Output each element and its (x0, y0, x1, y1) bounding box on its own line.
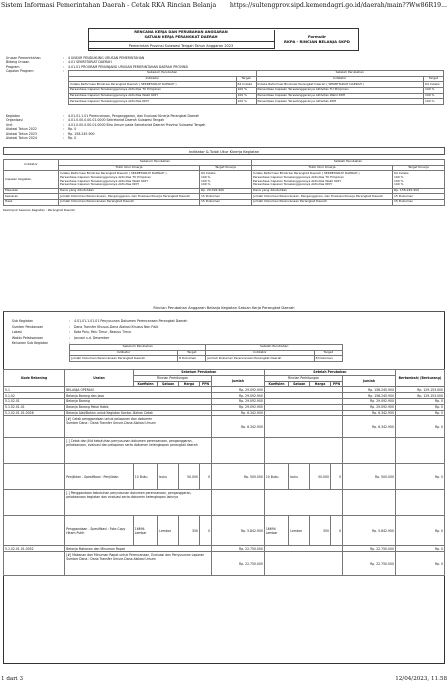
cell-text: Belanja Makanan dan Minuman Rapat (65, 546, 212, 552)
cell-text: 0 (199, 464, 211, 490)
cell-text: Alokasi Tahun 2024 (6, 135, 37, 140)
cell-text: Sub Kegiatan (12, 319, 34, 323)
col-sebelum: Sebelum Perubahan (69, 71, 257, 77)
cell-text: Rp. 0 (395, 516, 444, 546)
cell-text: 10 Buku (133, 464, 157, 490)
cell-text: 64 Indeks (424, 82, 444, 88)
cell-text: Sebelum Perubahan (59, 160, 252, 166)
cell-text: Setelah Perubahan (252, 160, 445, 166)
cell-text: Uraian (65, 370, 134, 387)
cell-text: Satuan (158, 381, 179, 387)
cell-text: Alokasi Tahun 2023 (6, 131, 37, 136)
cell-text: Koefisien (264, 381, 288, 387)
cell-text: Jumlah (343, 375, 396, 387)
info-value: Rp. 158.245.900 (68, 131, 95, 136)
cell-text: Persentase Capaian Terselenggaranya Aktivitas Wakil KDH (60, 178, 148, 183)
cell-text: Indeks Reformasi Birokrasi Perangkat Daerah ( SEKRETARIAT DAERAH ) (60, 170, 167, 175)
cell-text: Tolok Ukur Kinerja (252, 165, 393, 171)
cell-text: Penjilidan - Spesifikasi : Penjilidan (65, 464, 134, 490)
info-value: 4.01.01.1.01.01 Penyusunan Dokumen Perencanaan Perangkat Daerah (74, 319, 188, 323)
table-row (69, 99, 444, 105)
cell-text: Indeks Reformasi Birokrasi Perangkat Daerah ( SEKRETARIAT DAERAH ) (69, 82, 237, 88)
capaian-program-table (68, 70, 444, 105)
cell-text: Persentase Capaian Terselenggaranya Aktivitas KDH (253, 182, 332, 187)
cell-text: Rp. 6.342.900 (212, 416, 265, 438)
cell-text: Organisasi (6, 118, 23, 123)
cell-text: Masukan (4, 188, 59, 194)
cell-text: Rp. 22.750.000 (343, 546, 396, 552)
doc-title-line2: SATUAN KERJA PERANGKAT DAERAH (144, 35, 218, 39)
cell-text: Rp. 0 (395, 398, 444, 404)
cell-text: [-] Penggandaan kebutuhan penyusunan dokumen perencanaan, penganggaran, pelaksanaan kegiatan dan evaluasi serta dokumen kelengkapan lainnya (65, 490, 212, 516)
cell-text: Kegiatan (6, 114, 20, 118)
cell-text: Rp. 158.245.900 (343, 393, 396, 399)
cell-text: Sumber Dana : Dana Transfer Umum-Dana Alokasi Umum (66, 556, 156, 561)
cell-text: 5.1.02.01.01.0052 (4, 546, 65, 552)
cell-text: Rp. 0 (395, 552, 444, 576)
cell-text: Keluaran Sub Kegiatan (12, 341, 49, 346)
cell-text: Sumber Pendanaan (12, 324, 44, 329)
cell-text: Kode Rekening (4, 370, 65, 387)
cell-text: Jumlah Dokumen Perencanaan, Penganggaran, dan Evaluasi Kinerja Perangkat Daerah (59, 194, 200, 200)
cell-text: 350 (310, 516, 331, 546)
cell-text: Persentase Capaian Terselenggaranya Aktivitas TU Pimpinan (69, 88, 237, 94)
cell-text: Belanja Barang Pakai Habis (65, 404, 212, 410)
cell-text: Bertambah/ (Berkurang) (395, 370, 444, 387)
info-key: Program (6, 64, 20, 69)
cell-text: Keluaran (4, 194, 59, 200)
cell-text: Rp. 29.092.900 (212, 404, 265, 410)
info-key: Capaian Program (6, 69, 34, 74)
cell-text: 15 Dokumen (393, 200, 445, 206)
cell-text: Rp. 29.092.900 (212, 387, 265, 393)
cell-text: 100 % (201, 178, 211, 183)
cell-text: Rp. 0 (395, 464, 444, 490)
cell-text: 10 Buku (264, 464, 288, 490)
table-row (4, 490, 445, 516)
page-number: 1 dari 3 (1, 676, 24, 682)
cell-text: Persentase Capaian Terselenggaranya Aktivitas TU Pimpinan (256, 88, 424, 94)
cell-text: Persentase Capaian Terselenggaranya Aktivitas Wakil KDH (253, 178, 341, 183)
table-row (4, 171, 445, 188)
cell-text: 50.000 (310, 464, 331, 490)
cell-text: 0 (199, 516, 211, 546)
cell-text: 100 % (236, 88, 256, 94)
cell-text: Capaian Kegiatan (4, 171, 59, 188)
info-value: Rp. 0 (68, 127, 77, 132)
cell-text: Indeks Reformasi Birokrasi Perangkat Daerah ( SEKRETARIAT DAERAH ) (253, 170, 360, 175)
cell-text: PPN (199, 381, 211, 387)
cell-text: Jumlah Dokumen Perencanaan Perangkat Daerah (206, 356, 314, 362)
cell-text: 15 Dokumen (393, 194, 445, 200)
cell-text: Rincian Perhitungan (264, 375, 342, 381)
table-row (4, 552, 445, 576)
col-target: Target (424, 76, 444, 82)
cell-text: 100 % (236, 99, 256, 105)
cell-text: 0 (330, 516, 342, 546)
cell-text: 100 % (424, 88, 444, 94)
cell-text: Target (314, 350, 342, 356)
indikator-table (3, 159, 445, 213)
cell-text: Persentase Capaian Terselenggaranya Aktivitas Wakil KDH (256, 93, 424, 99)
info-value: Januari s.d. Desember (74, 335, 110, 340)
cell-text: Belanja Barang dan Jasa (65, 393, 212, 399)
cell-text: Harga (179, 381, 200, 387)
table-row (4, 464, 445, 490)
cell-text: Rp. 29.092.900 (343, 398, 396, 404)
cell-text: Rp. 6.342.900 (212, 410, 265, 416)
keluaran-subkegiatan-table (69, 344, 343, 362)
cell-text: 50.000 (179, 464, 200, 490)
cell-text: Rp. 22.750.000 (343, 552, 396, 576)
cell-text: Lembar (289, 516, 310, 546)
cell-text: Hasil (4, 200, 59, 206)
formulir-code: RKPA - RINCIAN BELANJA SKPD (284, 39, 350, 44)
doc-title (88, 30, 274, 40)
cell-text: Persentase Capaian Terselenggaranya Aktivitas KDH (69, 99, 237, 105)
cell-text: 64 Indeks (394, 170, 409, 175)
cell-text: Indikator (70, 350, 178, 356)
cell-text: Tolok Ukur Kinerja (59, 165, 200, 171)
cell-text: Persentase Capaian Terselenggaranya Aktivitas Wakil KDH (69, 93, 237, 99)
cell-text: 8 Dokumen (314, 356, 342, 362)
cell-text: Alokasi Tahun 2022 (6, 127, 37, 132)
browser-print-header (0, 0, 448, 11)
cell-text: 100 % (394, 174, 404, 179)
cell-text: Koefisien (133, 381, 157, 387)
cell-text: 100 % (394, 178, 404, 183)
cell-text: 5.1.02.01 (4, 398, 65, 404)
cell-text: buku (158, 464, 179, 490)
cell-text: Rp. 6.342.900 (343, 416, 396, 438)
cell-text: Rp. 29.092.900 (212, 393, 265, 399)
cell-text: 5.1.02.01.01 (4, 404, 65, 410)
cell-text: [#] Cetak penggandaan untuk pelaporan dan dokumen (66, 416, 153, 421)
cell-text: Rp. 158.245.900 (393, 188, 445, 194)
cell-text: Jumlah Dokumen Perencanaan, Penganggaran, dan Evaluasi Kinerja Perangkat Daerah (252, 194, 393, 200)
cell-text: Setelah Perubahan (206, 345, 343, 351)
cell-text: Lembar (158, 516, 179, 546)
cell-text: Rp. 6.342.900 (343, 410, 396, 416)
col-indikator: Indikator (256, 76, 424, 82)
cell-text: 0 (330, 464, 342, 490)
cell-text: 100 % (201, 174, 211, 179)
cell-text: [#] Makanan dan Minuman Rapat untuk Perencanaan, Evaluasi dan Penyusunan Laporan (66, 552, 205, 557)
info-value: Kota Palu, Palu Timur, Besusu Timur (74, 330, 132, 335)
cell-text: Persentase Capaian Terselenggaranya Aktivitas TU Pimpinan (60, 174, 152, 179)
formulir-label: Formulir (307, 34, 327, 39)
indikator-header: Indikator & Tolok Ukur Kinerja Kegiatan (3, 147, 445, 155)
cell-text: Rp. 22.750.000 (212, 546, 265, 552)
cell-text: 64 Indeks (236, 82, 256, 88)
cell-text: Rp. 500.000 (212, 464, 265, 490)
info-value: 4.01.0.00.0.00.01.0000 Sekretariat Daerah Sulawesi Tengah (68, 118, 165, 123)
formulir-box (274, 30, 359, 49)
info-value: 4.01.01 PROGRAM PENUNJANG URUSAN PEMERINTAHAN DAERAH PROVINSI (68, 64, 189, 69)
cell-text: Rp. 29.092.900 (343, 404, 396, 410)
print-datetime: 12/04/2023, 11.58 (395, 676, 447, 682)
cell-text: Belanja Alat/Bahan untuk Kegiatan Kantor- Bahan Cetak (65, 410, 212, 416)
rincian-belanja-table (3, 369, 445, 576)
table-row (4, 438, 445, 464)
cell-text: Penggandaan - Spesifikasi : Foto Copy Hitam Putih (65, 516, 134, 546)
subkegiatan-info: Sub Kegiatan : 4.01.01.1.01.01 Penyusunan Dokumen Perencanaan Perangkat Daerah Sumber Pendanaan : Dana Transfer Khusus-Dana Alokasi Khusus Non Fisik Lokasi : Kota Palu, Palu Timur, Besusu Timur Waktu Pelaksanaan : Januari s.d. Desember Keluaran Sub Kegiatan : (12, 319, 188, 346)
cell-text: 100 % (201, 182, 211, 187)
col-target: Target (236, 76, 256, 82)
cell-text: 100 % (424, 99, 444, 105)
cell-text: Jumlah Dokumen Perencanaan Perangkat Daerah (252, 200, 393, 206)
cell-text: Rp. 129.153.000 (395, 393, 444, 399)
cell-text: Belanja Barang (65, 398, 212, 404)
cell-text: Persentase Capaian Terselenggaranya Aktivitas TU Pimpinan (253, 174, 345, 179)
cell-text: Rp. 5.842.900 (343, 516, 396, 546)
cell-text: 350 (179, 516, 200, 546)
cell-text: 5.1.02.01.01.0026 (4, 410, 65, 416)
cell-text: Rp. 22.750.000 (212, 552, 265, 576)
col-indikator: Indikator (69, 76, 237, 82)
cell-text: Target Kinerja (393, 165, 445, 171)
cell-text: Harga (310, 381, 331, 387)
col-sesudah: Setelah Perubahan (256, 71, 444, 77)
cell-text: Waktu Pelaksanaan (12, 335, 44, 340)
cell-text: 100 % (394, 182, 404, 187)
cell-text: 100 % (236, 93, 256, 99)
cell-text: Dana yang dibutuhkan (59, 188, 200, 194)
browser-print-footer (0, 674, 448, 685)
info-value: 4.01.01.1.01 Perencanaan, Penganggaran, dan Evaluasi Kinerja Perangkat Daerah (68, 114, 200, 118)
info-value: 4.01.0.00.0.00.01.0000 Biro Umum pada Sekretariat Daerah Provinsi Sulawesi Tengah (68, 122, 206, 127)
cell-text: Rp. 0 (395, 404, 444, 410)
kegiatan-info: Kegiatan : 4.01.01.1.01 Perencanaan, Penganggaran, dan Evaluasi Kinerja Perangkat Daerah Organisasi : 4.01.0.00.0.00.01.0000 Sekretariat Daerah Sulawesi Tengah Unit : 4.01.0.00.0.00.01.0000 Biro Umum pada Sekretariat Daerah Provinsi Sulawesi Tengah Alokasi Tahun 2022 : Rp. 0 Alokasi Tahun 2023 : Rp. 158.245.900 Alokasi Tahun 2024 : Rp. 0 (6, 114, 206, 140)
cell-text: Persentase Capaian Terselenggaranya Aktivitas KDH (60, 182, 139, 187)
cell-text: Rincian Perhitungan (133, 375, 211, 381)
print-title: Sistem Informasi Pemerintahan Daerah - Cetak RKA Rincian Belanja (1, 2, 217, 9)
pemprov-line: Pemerintah Provinsi Sulawesi Tengah Tahun Anggaran 2023 (88, 41, 274, 49)
table-row (70, 356, 343, 362)
cell-text: Target (178, 350, 206, 356)
cell-text: Rp. 500.000 (343, 464, 396, 490)
cell-text: 100 % (424, 93, 444, 99)
cell-text: Jumlah Dokumen Perencanaan Perangkat Daerah (70, 356, 178, 362)
table-row (4, 516, 445, 546)
cell-text: Rp. 129.153.000 (395, 387, 444, 393)
cell-text: Sebelum Perubahan (70, 345, 206, 351)
cell-text: Rp. 29.092.900 (200, 188, 252, 194)
rincian-header: Rincian Perubahan Anggaran Belanja Kegiatan Satuan Kerja Perangkat Daerah (3, 304, 445, 312)
cell-text: 16694 Lembar (264, 516, 288, 546)
cell-text: 5.1.02 (4, 393, 65, 399)
cell-text: Sebelum Perubahan (133, 370, 264, 376)
cell-text: Dana yang dibutuhkan (252, 188, 393, 194)
cell-text: 5.1 (4, 387, 65, 393)
cell-text: Indikator (206, 350, 314, 356)
cell-text: [-] Cetak dan Jilid kebutuhan penyusunan dokumen perencanaan, penganggaran, pelaksanaan, evaluasi dan pelaporan serta dokumen kelengkapan perangkat daerah (65, 438, 212, 464)
table-row (4, 200, 445, 206)
cell-text: 64 Indeks (201, 170, 216, 175)
cell-text: 16694 Lembar (133, 516, 157, 546)
cell-text: Rp. 29.092.900 (212, 398, 265, 404)
print-url: https://sultengprov.sipd.kemendagri.go.id/daerah/main??Ww86R19... (229, 2, 447, 9)
cell-text: Rp. 158.245.900 (343, 387, 396, 393)
cell-text: 8 Dokumen (178, 356, 206, 362)
info-key: Urusan Pemerintahan (6, 56, 41, 60)
cell-text: Rp. 0 (395, 410, 444, 416)
cell-text: Rp. 5.842.900 (212, 516, 265, 546)
cell-text: Target Kinerja (200, 165, 252, 171)
cell-text: Jumlah Dokumen Perencanaan Perangkat Daerah (59, 200, 200, 206)
doc-title-line1: RENCANA KERJA DAN PERUBAHAN ANGGARAN (134, 30, 228, 34)
program-info: Urusan Pemerintahan : 4 UNSUR PENDUKUNG URUSAN PEMERINTAHAN Bidang Urusan : 4.01 SEKRETARIAT DAERAH Program : 4.01.01 PROGRAM PENUNJANG URUSAN PEMERINTAHAN DAERAH PROVINSI Capaian Program : (6, 56, 189, 74)
cell-text: Satuan (289, 381, 310, 387)
cell-text: BELANJA OPERASI (65, 387, 212, 393)
info-value: Dana Transfer Khusus-Dana Alokasi Khusus Non Fisik (74, 324, 159, 329)
cell-text: Rp. 0 (395, 416, 444, 438)
kelompok-sasaran: Kelompok Sasaran Kegiatan : Perangkat Daerah (3, 207, 75, 212)
cell-text: Lokasi (12, 330, 22, 335)
cell-text: Indeks Reformasi Birokrasi Perangkat Daerah ( SEKRETARIAT DAERAH ) (256, 82, 424, 88)
cell-text: 15 Dokumen (200, 200, 252, 206)
cell-text: buku (289, 464, 310, 490)
cell-text: Persentase Capaian Terselenggaranya Aktivitas KDH (256, 99, 424, 105)
cell-text: 15 Dokumen (200, 194, 252, 200)
cell-text: PPN (330, 381, 342, 387)
cell-text: Rp. 0 (395, 546, 444, 552)
info-value: Rp. 0 (68, 135, 77, 140)
cell-text: Sumber Dana : Dana Transfer Umum-Dana Alokasi Umum (66, 420, 156, 425)
cell-text: Setelah Perubahan (264, 370, 395, 376)
table-row (4, 416, 445, 438)
info-key: Bidang Urusan (6, 60, 30, 65)
info-value: 4 UNSUR PENDUKUNG URUSAN PEMERINTAHAN (68, 56, 145, 60)
cell-text: Jumlah (212, 375, 265, 387)
cell-text: Indikator (4, 160, 59, 171)
cell-text: Unit (6, 122, 13, 127)
info-value: 4.01 SEKRETARIAT DAERAH (68, 60, 112, 65)
